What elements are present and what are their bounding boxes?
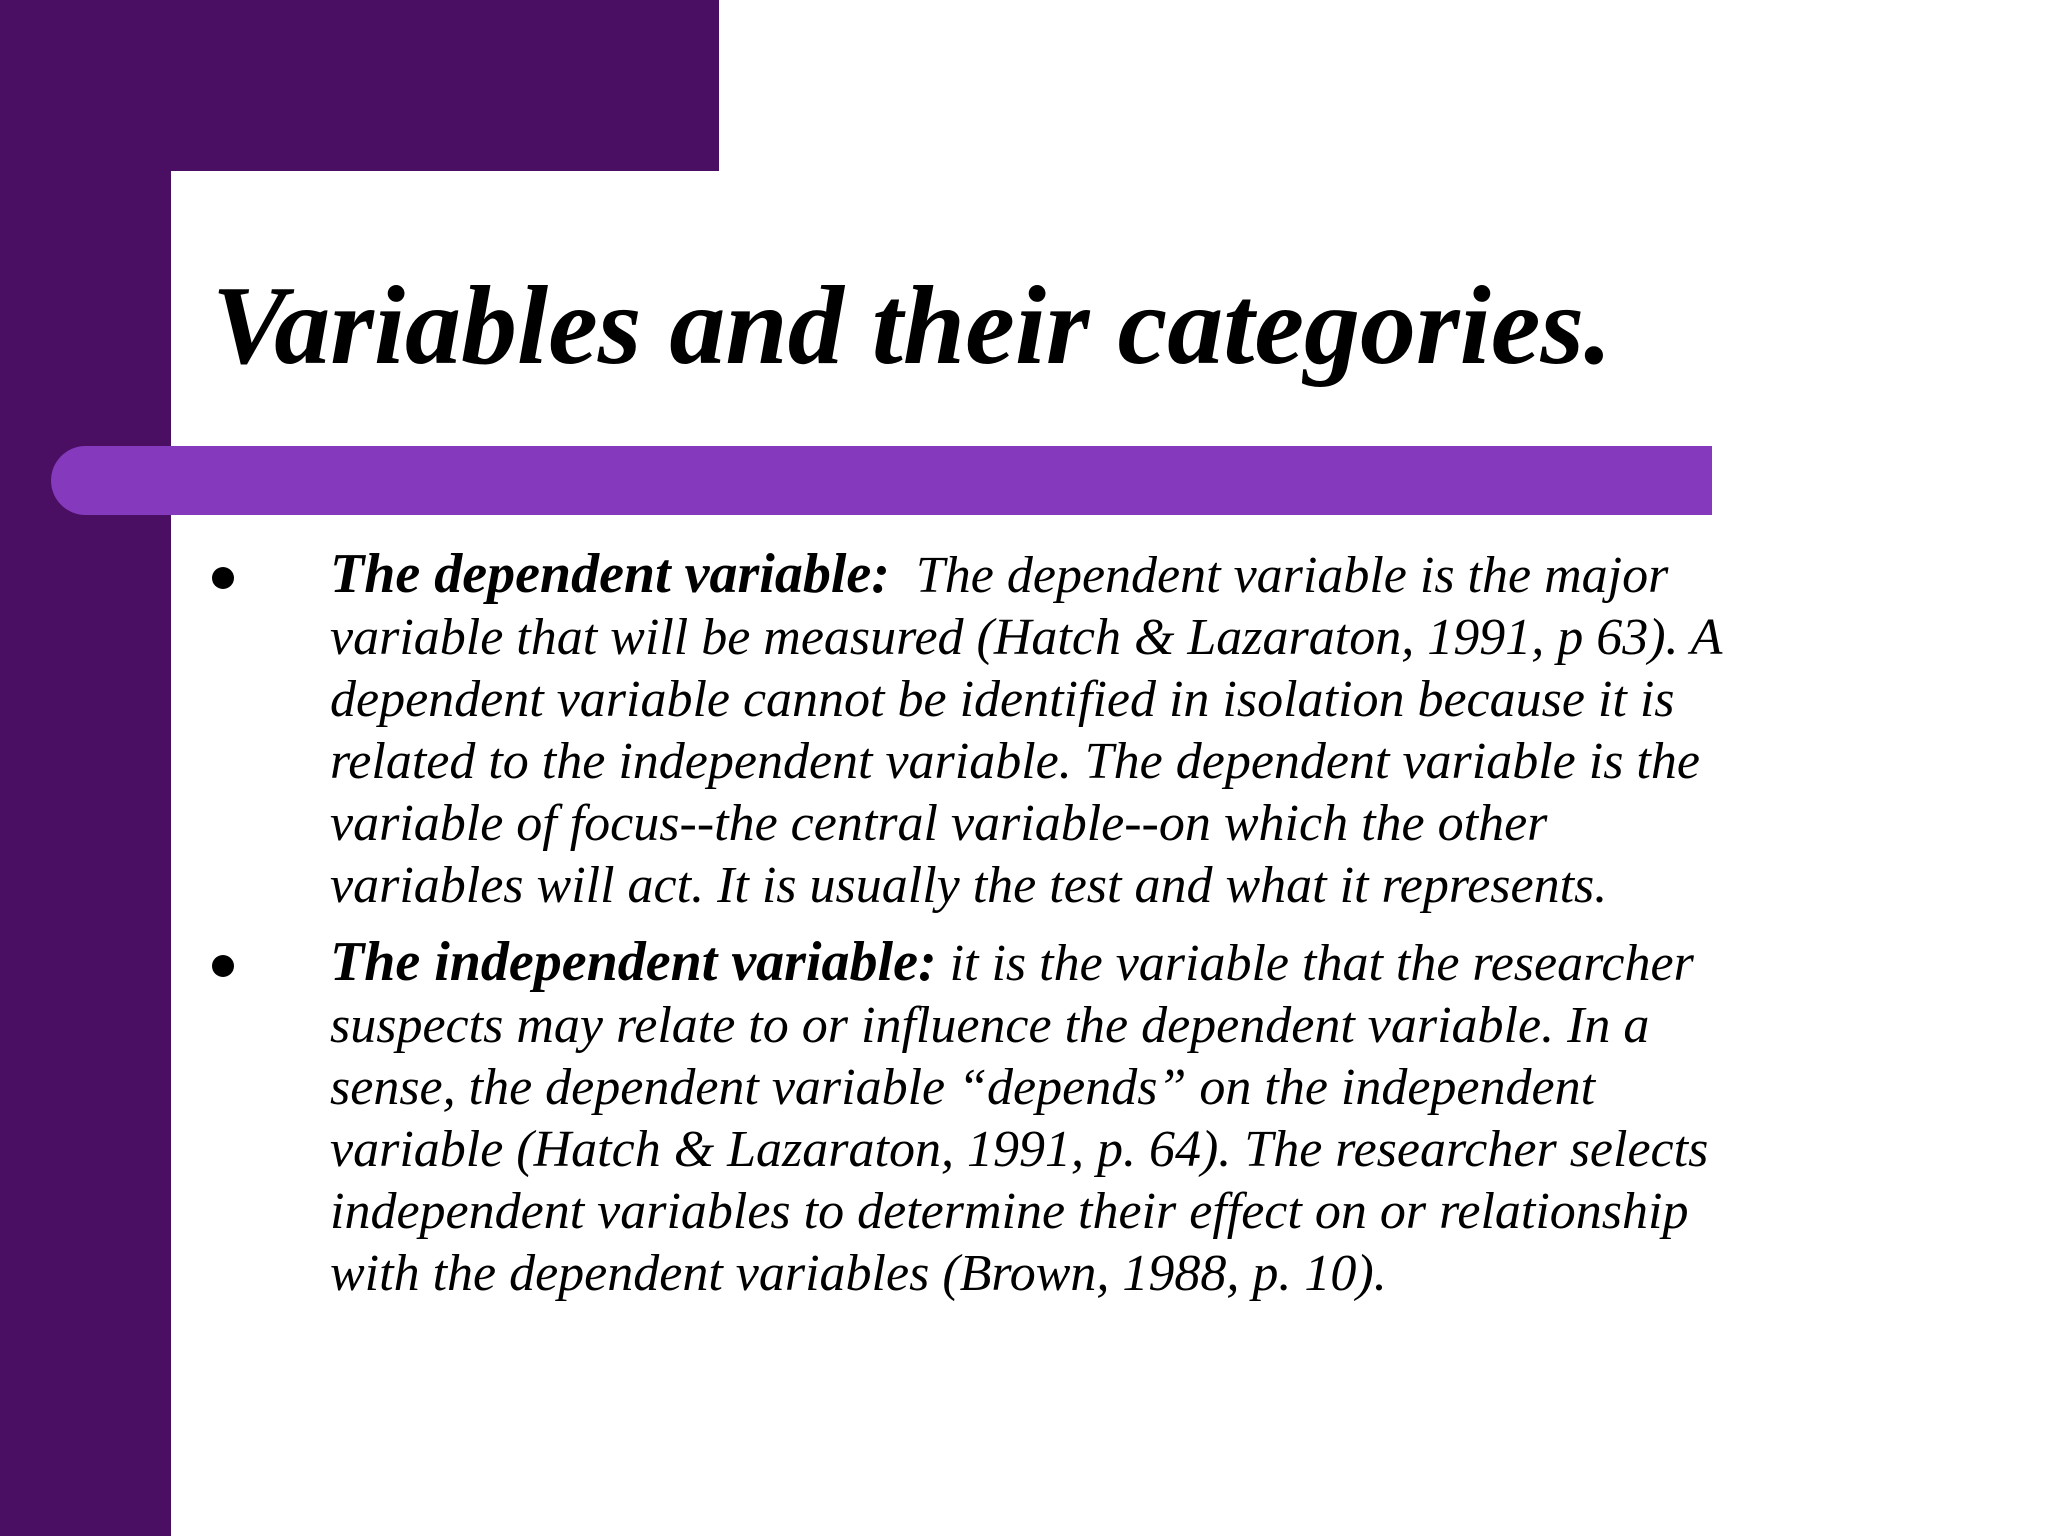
left-decorative-bar — [0, 0, 171, 1536]
bullet-first-line — [330, 931, 1880, 995]
bullet-text-line: independent variables to determine their effect on or relationship — [330, 1183, 1689, 1240]
slide-title: Variables and their categories. — [212, 264, 1613, 388]
bullet-text-line: suspects may relate to or influence the dependent variable. In a — [330, 997, 1650, 1054]
bullet-dependent-variable — [200, 543, 1880, 917]
bullet-text-line: variables will act. It is usually the test and what it represents. — [330, 857, 1608, 914]
bullet-text-line: dependent variable cannot be identified in isolation because it is — [330, 671, 1675, 728]
bullet-text-line: variable of focus--the central variable--on which the other — [330, 795, 1548, 852]
bullet-text-line: with the dependent variables (Brown, 1988, p. 10). — [330, 1245, 1387, 1302]
bullet-term: The dependent variable: — [330, 543, 890, 605]
bullet-term: The independent variable: — [330, 931, 937, 993]
bullet-independent-variable — [200, 931, 1880, 1305]
bullet-icon — [212, 567, 234, 589]
bullet-first-line — [330, 543, 1880, 607]
bullet-text: The dependent variable is the major — [915, 547, 1669, 604]
bullet-text-line: related to the independent variable. The dependent variable is the — [330, 733, 1700, 790]
bullet-icon — [212, 955, 234, 977]
bullet-text-line: sense, the dependent variable “depends” on the independent — [330, 1059, 1596, 1116]
title-underline-bar — [51, 446, 1712, 515]
bullet-text-line: variable that will be measured (Hatch & Lazaraton, 1991, p 63). A — [330, 609, 1723, 666]
top-decorative-block — [0, 0, 719, 171]
bullet-text: it is the variable that the researcher — [949, 935, 1694, 992]
bullet-list — [200, 543, 1880, 1319]
bullet-text-line: variable (Hatch & Lazaraton, 1991, p. 64). The researcher selects — [330, 1121, 1709, 1178]
